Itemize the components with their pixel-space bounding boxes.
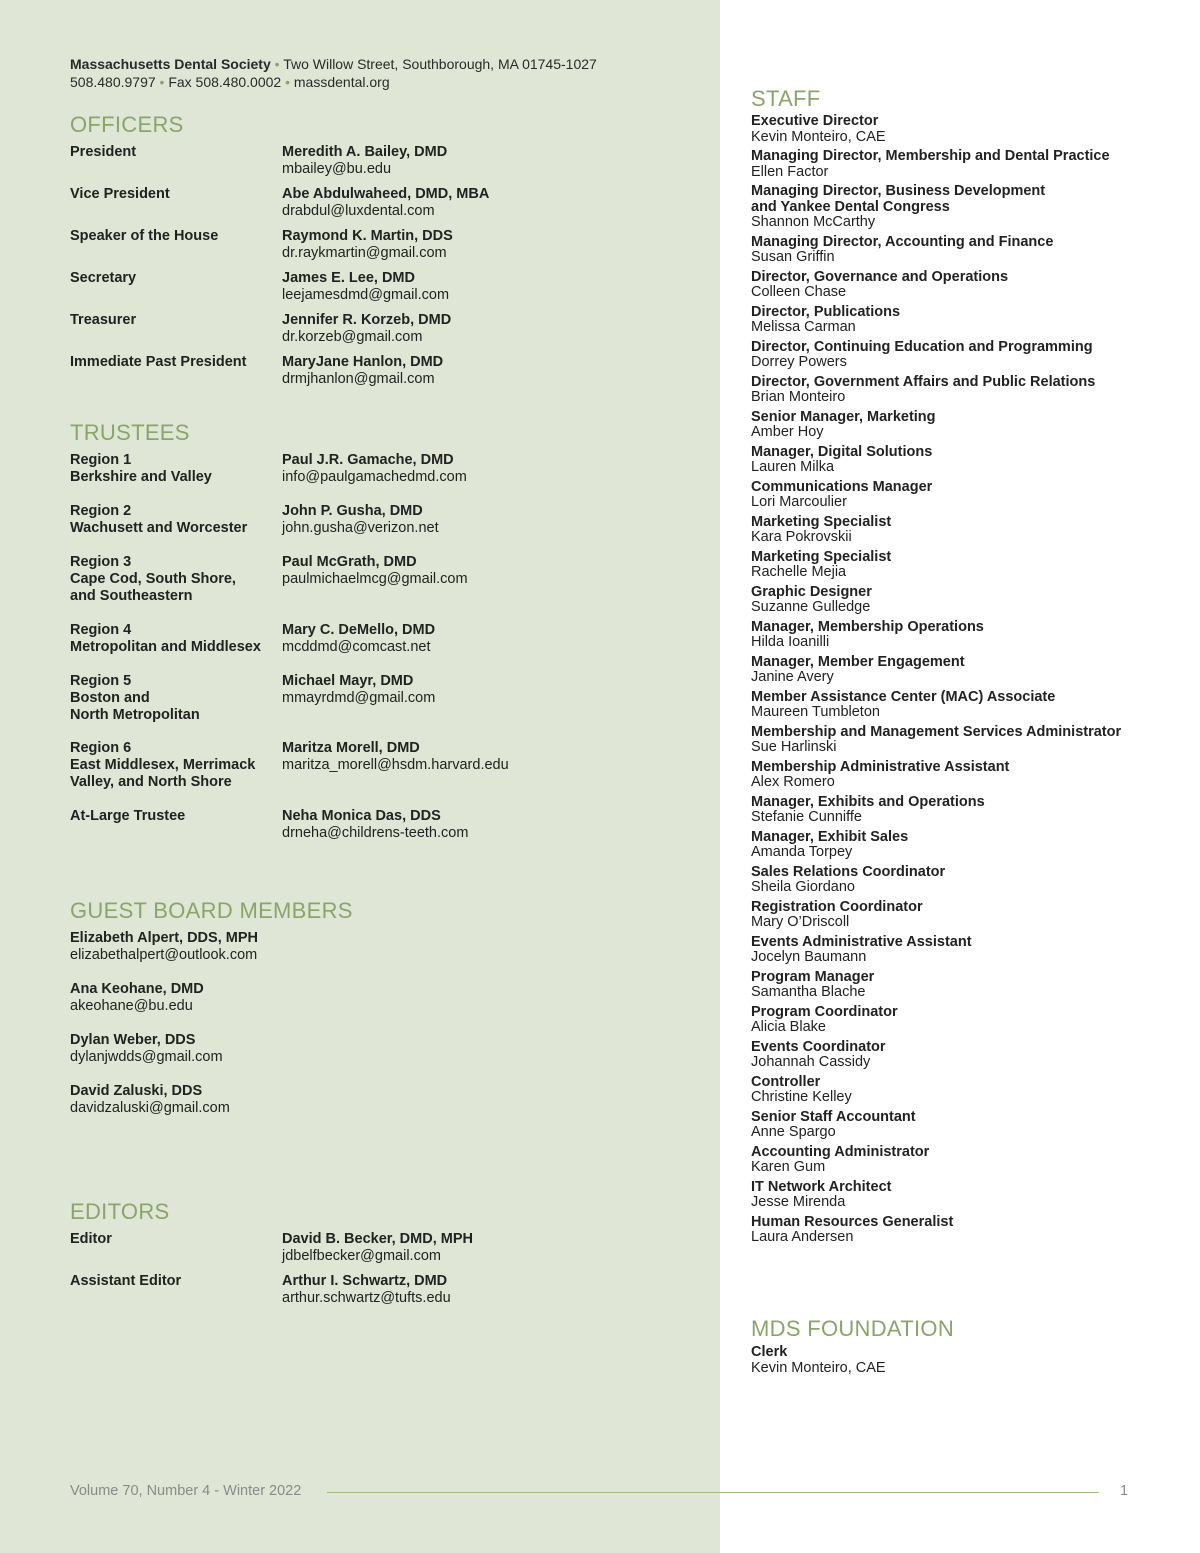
- trustee-email: drneha@childrens-teeth.com: [282, 825, 469, 841]
- org-address: Two Willow Street, Southborough, MA 01745-1027: [283, 56, 597, 72]
- masthead-line-2: [70, 73, 597, 91]
- org-name: Massachusetts Dental Society: [70, 56, 271, 72]
- staff-title: Registration Coordinator: [751, 898, 923, 915]
- staff-title: Manager, Membership Operations: [751, 618, 984, 635]
- editor-email: jdbelfbecker@gmail.com: [282, 1248, 441, 1264]
- staff-name: Lori Marcoulier: [751, 494, 847, 510]
- staff-item: [751, 900, 1171, 931]
- staff-title: Sales Relations Coordinator: [751, 863, 946, 880]
- staff-title: Director, Continuing Education and Programming: [751, 338, 1093, 355]
- trustee-name: Mary C. DeMello, DMD: [282, 622, 436, 638]
- staff-title: Managing Director, Business Development: [751, 183, 1046, 199]
- trustee-region-line: Valley, and North Shore: [70, 774, 232, 790]
- officer-role: Immediate Past President: [70, 354, 247, 370]
- guest-member: [70, 1032, 223, 1066]
- officer-role: President: [70, 144, 137, 160]
- trustee-region-line: Region 1: [70, 452, 132, 468]
- staff-title: Executive Director: [751, 113, 879, 129]
- staff-item: [751, 690, 1171, 721]
- editor-role: Assistant Editor: [70, 1273, 182, 1289]
- trustee-region-line: Boston and: [70, 690, 150, 706]
- staff-name: Kara Pokrovskii: [751, 529, 852, 545]
- staff-name: Kevin Monteiro, CAE: [751, 128, 886, 145]
- staff-item: [751, 865, 1171, 896]
- staff-name: Maureen Tumbleton: [751, 704, 880, 720]
- staff-item: [751, 760, 1171, 791]
- staff-name: Suzanne Gulledge: [751, 599, 871, 615]
- bullet-separator: •: [274, 56, 280, 72]
- guest-name: Elizabeth Alpert, DDS, MPH: [70, 930, 258, 946]
- guest-email: dylanjwdds@gmail.com: [70, 1049, 223, 1065]
- staff-title: Membership and Management Services Administrator: [751, 723, 1122, 740]
- trustee-region-line: Region 5: [70, 673, 132, 689]
- foundation-heading: MDS FOUNDATION: [751, 1316, 955, 1341]
- staff-item: [751, 305, 1171, 336]
- staff-title: Events Administrative Assistant: [751, 933, 972, 950]
- staff-name: Stefanie Cunniffe: [751, 809, 862, 825]
- staff-title: Senior Manager, Marketing: [751, 408, 936, 425]
- staff-name: Amanda Torpey: [751, 844, 853, 860]
- staff-item: [751, 935, 1171, 966]
- staff-name: Sue Harlinski: [751, 739, 837, 755]
- staff-list: [751, 114, 1171, 1250]
- staff-title: Director, Government Affairs and Public Relations: [751, 373, 1096, 390]
- staff-name: Ellen Factor: [751, 163, 829, 180]
- staff-title: Program Manager: [751, 968, 875, 985]
- staff-item: [751, 1215, 1171, 1246]
- officer-name: Jennifer R. Korzeb, DMD: [282, 312, 452, 328]
- staff-item: [751, 114, 1171, 145]
- staff-name: Samantha Blache: [751, 984, 866, 1000]
- trustee-region-line: Region 2: [70, 503, 132, 519]
- staff-title: Director, Governance and Operations: [751, 268, 1009, 285]
- staff-title: Manager, Member Engagement: [751, 653, 965, 670]
- staff-name: Brian Monteiro: [751, 389, 846, 405]
- trustee-region-line: Region 4: [70, 622, 132, 638]
- staff-title: Membership Administrative Assistant: [751, 758, 1010, 775]
- staff-heading: STAFF: [751, 86, 821, 111]
- staff-title: Human Resources Generalist: [751, 1213, 954, 1230]
- staff-title: Manager, Exhibit Sales: [751, 828, 909, 845]
- officer-role: Secretary: [70, 270, 137, 286]
- staff-title: Program Coordinator: [751, 1003, 898, 1020]
- staff-title: Events Coordinator: [751, 1038, 886, 1055]
- trustee-email: maritza_morell@hsdm.harvard.edu: [282, 757, 509, 773]
- officer-email: drabdul@luxdental.com: [282, 203, 435, 219]
- staff-title: Communications Manager: [751, 478, 933, 495]
- staff-name: Christine Kelley: [751, 1089, 852, 1105]
- trustee-region: [70, 740, 275, 791]
- staff-name: Amber Hoy: [751, 424, 824, 440]
- trustee-name: Paul J.R. Gamache, DMD: [282, 452, 454, 468]
- staff-title: IT Network Architect: [751, 1178, 892, 1195]
- staff-name: Sheila Giordano: [751, 879, 855, 895]
- staff-name: Melissa Carman: [751, 319, 856, 335]
- officers-heading: OFFICERS: [70, 112, 184, 137]
- officer-name: Abe Abdulwaheed, DMD, MBA: [282, 186, 490, 202]
- staff-item: [751, 1005, 1171, 1036]
- staff-item: [751, 149, 1171, 180]
- staff-item: [751, 270, 1171, 301]
- staff-title: and Yankee Dental Congress: [751, 198, 950, 215]
- guest-email: elizabethalpert@outlook.com: [70, 947, 258, 963]
- staff-name: Janine Avery: [751, 669, 834, 685]
- officer-name: MaryJane Hanlon, DMD: [282, 354, 444, 370]
- trustee-region-line: At-Large Trustee: [70, 808, 186, 824]
- staff-name: Hilda Ioanilli: [751, 634, 830, 650]
- staff-item: [751, 585, 1171, 616]
- staff-title: Accounting Administrator: [751, 1143, 930, 1160]
- footer-rule: [327, 1492, 1099, 1493]
- trustees-heading: TRUSTEES: [70, 420, 190, 445]
- guest-member: [70, 930, 258, 964]
- guest-email: davidzaluski@gmail.com: [70, 1100, 230, 1116]
- staff-name: Karen Gum: [751, 1159, 826, 1175]
- editor-role: Editor: [70, 1231, 112, 1247]
- trustee-region-line: Berkshire and Valley: [70, 469, 212, 485]
- trustee-email: paulmichaelmcg@gmail.com: [282, 571, 468, 587]
- trustee-region: [70, 452, 275, 486]
- staff-name: Jocelyn Baumann: [751, 949, 867, 965]
- org-phone: 508.480.9797: [70, 74, 156, 90]
- staff-name: Jesse Mirenda: [751, 1194, 846, 1210]
- org-fax: Fax 508.480.0002: [168, 74, 282, 90]
- staff-title: Manager, Digital Solutions: [751, 443, 933, 460]
- officer-email: leejamesdmd@gmail.com: [282, 287, 450, 303]
- staff-item: [751, 515, 1171, 546]
- officer-email: drmjhanlon@gmail.com: [282, 371, 435, 387]
- trustee-name: John P. Gusha, DMD: [282, 503, 423, 519]
- trustee-name: Neha Monica Das, DDS: [282, 808, 441, 824]
- masthead: [70, 55, 597, 91]
- staff-item: [751, 375, 1171, 406]
- staff-name: Alicia Blake: [751, 1019, 826, 1035]
- issue-label: Volume 70, Number 4 - Winter 2022: [70, 1483, 302, 1499]
- staff-name: Dorrey Powers: [751, 354, 847, 370]
- editor-name: David B. Becker, DMD, MPH: [282, 1231, 473, 1247]
- bullet-separator: •: [159, 74, 165, 90]
- staff-title: Manager, Exhibits and Operations: [751, 793, 985, 810]
- trustee-region: [70, 503, 275, 537]
- masthead-line-1: [70, 55, 597, 73]
- guest-name: Dylan Weber, DDS: [70, 1032, 196, 1048]
- staff-name: Alex Romero: [751, 774, 835, 790]
- staff-item: [751, 445, 1171, 476]
- officer-email: dr.raykmartin@gmail.com: [282, 245, 447, 261]
- foundation-entry: [751, 1344, 886, 1376]
- officer-name: James E. Lee, DMD: [282, 270, 415, 286]
- staff-item: [751, 550, 1171, 581]
- staff-name: Colleen Chase: [751, 284, 847, 300]
- staff-title: Controller: [751, 1073, 821, 1090]
- staff-title: Graphic Designer: [751, 583, 872, 600]
- trustee-region-line: Cape Cod, South Shore,: [70, 571, 236, 587]
- staff-item: [751, 795, 1171, 826]
- officer-email: dr.korzeb@gmail.com: [282, 329, 423, 345]
- guest-member: [70, 1083, 230, 1117]
- staff-item: [751, 1110, 1171, 1141]
- trustee-email: info@paulgamachedmd.com: [282, 469, 467, 485]
- editors-heading: EDITORS: [70, 1199, 170, 1224]
- staff-name: Susan Griffin: [751, 249, 835, 265]
- staff-title: Marketing Specialist: [751, 548, 892, 565]
- trustee-region-line: Wachusett and Worcester: [70, 520, 248, 536]
- staff-item: [751, 1180, 1171, 1211]
- trustee-region-line: East Middlesex, Merrimack: [70, 757, 256, 773]
- staff-item: [751, 655, 1171, 686]
- bullet-separator: •: [285, 74, 290, 90]
- staff-title: Senior Staff Accountant: [751, 1108, 916, 1125]
- org-website: massdental.org: [293, 74, 390, 90]
- trustee-name: Michael Mayr, DMD: [282, 673, 414, 689]
- trustee-region: [70, 673, 275, 724]
- trustee-email: mmayrdmd@gmail.com: [282, 690, 436, 706]
- guest-board-heading: GUEST BOARD MEMBERS: [70, 898, 353, 923]
- staff-item: [751, 725, 1171, 756]
- staff-item: [751, 620, 1171, 651]
- staff-item: [751, 480, 1171, 511]
- trustee-region-line: Metropolitan and Middlesex: [70, 639, 261, 655]
- staff-item: [751, 1040, 1171, 1071]
- guest-email: akeohane@bu.edu: [70, 998, 193, 1014]
- staff-title: Managing Director, Membership and Dental Practice: [751, 148, 1110, 164]
- staff-name: Rachelle Mejia: [751, 564, 847, 580]
- staff-name: Mary O’Driscoll: [751, 914, 850, 930]
- staff-item: [751, 1145, 1171, 1176]
- staff-title: Marketing Specialist: [751, 513, 892, 530]
- foundation-title: Clerk: [751, 1344, 788, 1360]
- staff-title: Director, Publications: [751, 303, 901, 320]
- staff-name: Shannon McCarthy: [751, 214, 876, 230]
- guest-name: Ana Keohane, DMD: [70, 981, 204, 997]
- officer-name: Meredith A. Bailey, DMD: [282, 144, 448, 160]
- staff-name: Anne Spargo: [751, 1124, 836, 1140]
- trustee-region: [70, 622, 275, 656]
- trustee-region: [70, 808, 275, 825]
- officer-role: Treasurer: [70, 312, 137, 328]
- staff-item: [751, 340, 1171, 371]
- staff-name: Laura Andersen: [751, 1229, 854, 1245]
- staff-name: Johannah Cassidy: [751, 1054, 871, 1070]
- trustee-email: john.gusha@verizon.net: [282, 520, 439, 536]
- staff-title: Member Assistance Center (MAC) Associate: [751, 688, 1056, 705]
- officer-role: Vice President: [70, 186, 170, 202]
- guest-member: [70, 981, 204, 1015]
- officer-email: mbailey@bu.edu: [282, 161, 392, 177]
- trustee-region-line: Region 6: [70, 740, 132, 756]
- trustee-region: [70, 554, 275, 605]
- staff-item: [751, 1075, 1171, 1106]
- trustee-region-line: North Metropolitan: [70, 707, 200, 723]
- trustee-region-line: and Southeastern: [70, 588, 193, 604]
- staff-item: [751, 184, 1171, 231]
- editor-email: arthur.schwartz@tufts.edu: [282, 1290, 451, 1306]
- trustee-region-line: Region 3: [70, 554, 132, 570]
- trustee-name: Paul McGrath, DMD: [282, 554, 417, 570]
- staff-item: [751, 235, 1171, 266]
- guest-name: David Zaluski, DDS: [70, 1083, 203, 1099]
- editor-name: Arthur I. Schwartz, DMD: [282, 1273, 448, 1289]
- staff-name: Lauren Milka: [751, 459, 835, 475]
- officer-role: Speaker of the House: [70, 228, 219, 244]
- staff-item: [751, 970, 1171, 1001]
- staff-item: [751, 830, 1171, 861]
- staff-item: [751, 410, 1171, 441]
- officer-name: Raymond K. Martin, DDS: [282, 228, 453, 244]
- staff-title: Managing Director, Accounting and Finance: [751, 233, 1054, 250]
- trustee-email: mcddmd@comcast.net: [282, 639, 431, 655]
- trustee-name: Maritza Morell, DMD: [282, 740, 420, 756]
- page-number: 1: [1120, 1483, 1129, 1499]
- foundation-name: Kevin Monteiro, CAE: [751, 1360, 886, 1376]
